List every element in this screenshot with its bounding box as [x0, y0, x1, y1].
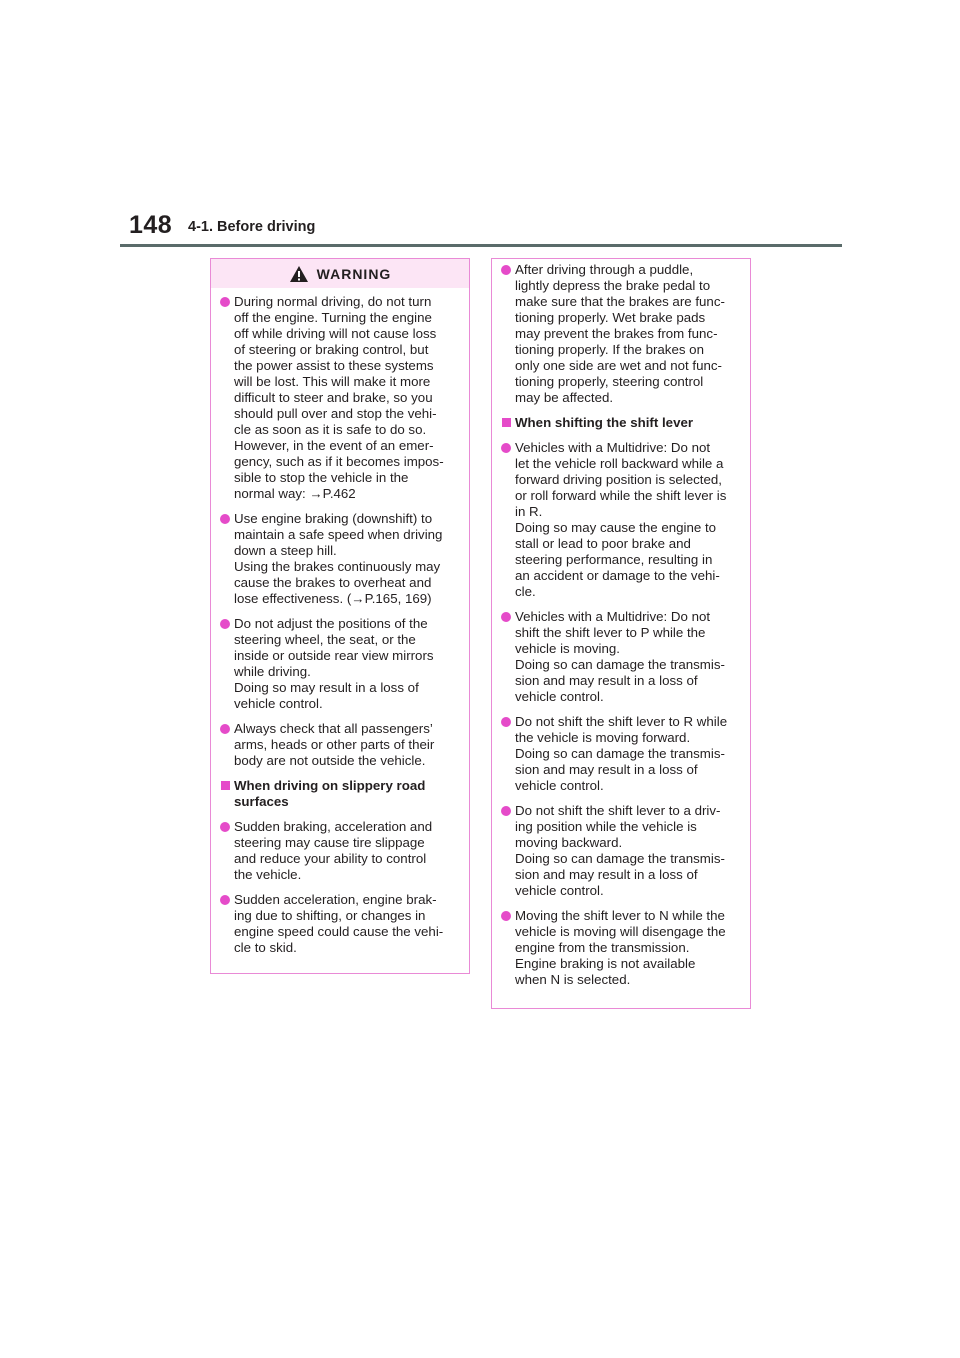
bullet-text: Vehicles with a Multidrive: Do not let the vehicle roll backward while a forward driving position is selected, or roll forward while the shift lever is in R. Doing so may cause the engine to stall or lead to poor brake and steering performance, resulting in an accident or damage to the vehi- cle.: [515, 440, 727, 599]
round-bullet-icon: [501, 265, 511, 275]
round-bullet-icon: [501, 806, 511, 816]
bullet-text: Sudden braking, acceleration and steering may cause tire slippage and reduce your ability to control the vehicle.: [234, 819, 433, 882]
warning-box-left: [210, 258, 470, 974]
bullet-text: During normal driving, do not turn off the engine. Turning the engine off while driving will not cause loss of steering or braking control, but the power assist to these systems will be lost. This will make it more difficult to steer and brake, so you should pull over and stop the vehi- cle as soon as it is safe to do so. However, in the event of an emer- gency, such as if it becomes impos- sible to stop the vehicle in the normal way: →P.462: [234, 294, 444, 501]
round-bullet-icon: [220, 514, 230, 524]
round-bullet-icon: [220, 619, 230, 629]
bullet-text: Do not shift the shift lever to a driv- ing position while the vehicle is moving backward. Doing so can damage the transmis- sion and may result in a loss of vehicle control.: [515, 803, 725, 898]
square-bullet-icon: [221, 781, 230, 790]
bullet-item: [501, 440, 740, 600]
round-bullet-icon: [501, 717, 511, 727]
warning-header: [211, 259, 469, 288]
bullet-text: Do not shift the shift lever to R while the vehicle is moving forward. Doing so can damage the transmis- sion and may result in a loss of vehicle control.: [515, 714, 728, 793]
square-bullet-icon: [502, 418, 511, 427]
bullet-text: Use engine braking (downshift) to maintain a safe speed when driving down a steep hill. Using the brakes continuously may cause the brakes to overheat and lose effectiveness. (→P.165, 169): [234, 511, 443, 606]
subheading: [220, 778, 459, 810]
round-bullet-icon: [501, 443, 511, 453]
right-entries: [492, 262, 750, 988]
round-bullet-icon: [220, 724, 230, 734]
round-bullet-icon: [501, 911, 511, 921]
bullet-text: Sudden acceleration, engine brak- ing due to shifting, or changes in engine speed could cause the vehi- cle to skid.: [234, 892, 444, 955]
header-rule: [120, 244, 842, 247]
bullet-item: [220, 721, 459, 769]
bullet-text: Vehicles with a Multidrive: Do not shift the shift lever to P while the vehicle is moving. Doing so can damage the transmis- sion and may result in a loss of vehicle control.: [515, 609, 725, 704]
left-entries: [211, 294, 469, 956]
bullet-item: [501, 714, 740, 794]
page-number: 148: [129, 211, 173, 239]
round-bullet-icon: [220, 822, 230, 832]
bullet-text: Always check that all passengers’ arms, heads or other parts of their body are not outside the vehicle.: [234, 721, 435, 768]
warning-box-right: [491, 258, 751, 1009]
bullet-text: Do not adjust the positions of the steering wheel, the seat, or the inside or outside rear view mirrors while driving. Doing so may result in a loss of vehicle control.: [234, 616, 434, 711]
bullet-item: [220, 511, 459, 607]
bullet-item: [220, 892, 459, 956]
round-bullet-icon: [220, 895, 230, 905]
bullet-item: [501, 803, 740, 899]
warning-title: WARNING: [316, 265, 392, 282]
bullet-item: [220, 616, 459, 712]
section-title: 4-1. Before driving: [188, 219, 316, 235]
bullet-item: [220, 819, 459, 883]
bullet-text: After driving through a puddle, lightly depress the brake pedal to make sure that the brakes are func- tioning properly. Wet brake pads may prevent the brakes from func- tioning properly. If the brakes on only one side are wet and not func- tioning properly, steering control may be affected.: [515, 262, 725, 405]
bullet-item: [501, 908, 740, 988]
warning-triangle-icon: [289, 265, 309, 283]
bullet-item: [501, 609, 740, 705]
subheading-text: When shifting the shift lever: [515, 415, 694, 430]
bullet-text: Moving the shift lever to N while the vehicle is moving will disengage the engine from the transmission. Engine braking is not available when N is selected.: [515, 908, 726, 987]
subheading-text: When driving on slippery road surfaces: [234, 778, 426, 809]
round-bullet-icon: [220, 297, 230, 307]
bullet-item: [220, 294, 459, 502]
subheading: [501, 415, 740, 431]
bullet-item: [501, 262, 740, 406]
round-bullet-icon: [501, 612, 511, 622]
